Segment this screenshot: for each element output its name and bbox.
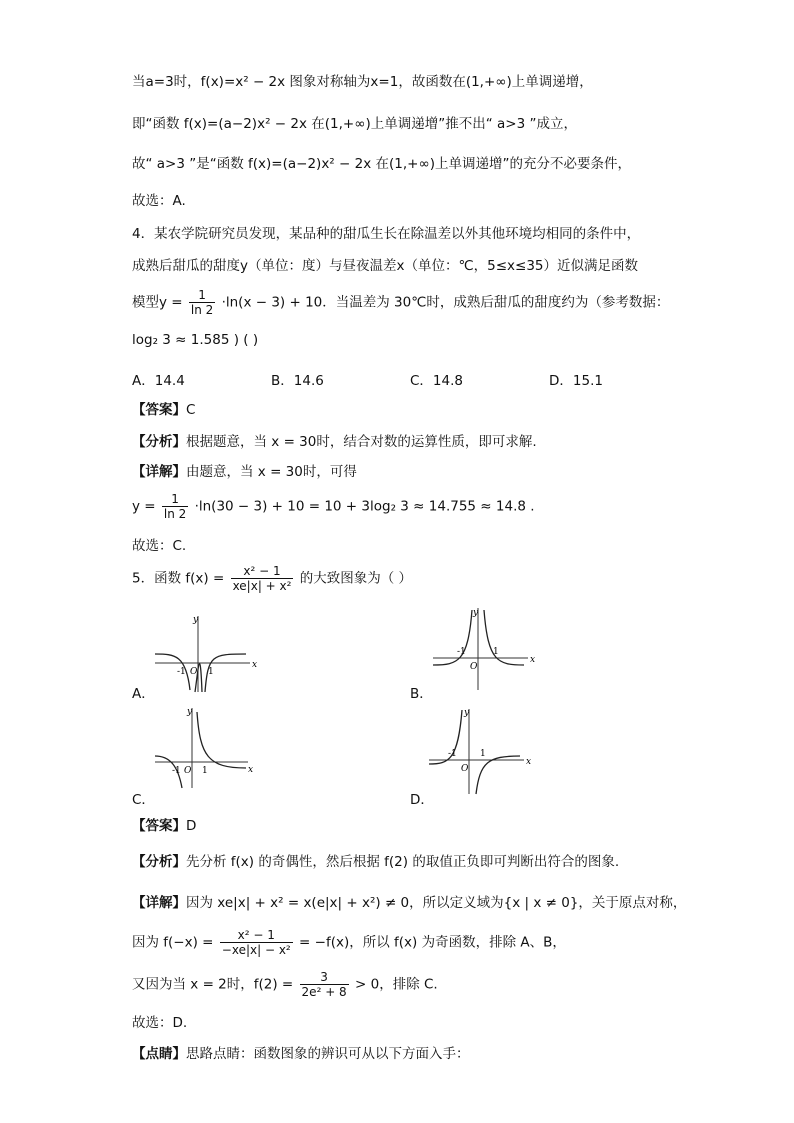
numerator: 1 (162, 492, 188, 507)
formula-prefix: 因为 f(−x) = (132, 934, 214, 951)
origin: O (461, 764, 469, 774)
option-label-d: D． (410, 792, 434, 808)
tick-1: 1 (208, 667, 214, 677)
graph-option-c (150, 706, 260, 790)
fraction (220, 928, 293, 957)
formula-suffix: > 0，排除 C. (355, 976, 438, 993)
analysis-line (132, 852, 619, 872)
tick-neg1: -1 (448, 749, 457, 759)
numerator: x² − 1 (220, 928, 293, 943)
text-line: 即“函数 f(x)=(a−2)x² − 2x 在(1,+∞)上单调递增”推不出“ a>3 ”成立， (132, 116, 577, 132)
formula-prefix: 模型y = (132, 294, 183, 311)
option-a: A．14.4 (132, 373, 185, 389)
detail-line (132, 462, 357, 482)
formula-suffix: = −f(x)，所以 f(x) 为奇函数，排除 A、B， (299, 934, 566, 951)
answer-tag: 【答案】 (132, 402, 186, 418)
detail-formula-line (132, 492, 535, 521)
detail-text: 因为 xe|x| + x² = x(e|x| + x²) ≠ 0，所以定义域为{x | x ≠ 0}，关于原点对称， (186, 895, 687, 911)
answer-value: D (186, 818, 197, 834)
text-line: 故选：D. (132, 1015, 188, 1031)
y-label: y (193, 615, 199, 625)
detail-text: 由题意，当 x = 30时，可得 (186, 464, 357, 480)
question-4-line: log₂ 3 ≈ 1.585 ) ( ) (132, 332, 259, 348)
formula-suffix: 的大致图象为（ ） (299, 570, 413, 587)
text-line: 故选：A. (132, 193, 186, 209)
numerator: x² − 1 (231, 564, 294, 579)
option-c: C．14.8 (410, 373, 463, 389)
answer-value: C (186, 402, 196, 418)
answer-line (132, 816, 196, 836)
denominator: xe|x| + x² (232, 579, 292, 593)
fraction (300, 970, 349, 999)
graph-option-b (428, 606, 538, 690)
question-4-line: 成熟后甜瓜的甜度y（单位：度）与昼夜温差x（单位：℃，5≤x≤35）近似满足函数 (132, 258, 639, 274)
option-label-c: C． (132, 792, 155, 808)
curve-left (433, 610, 472, 665)
curve-right (195, 654, 246, 692)
denominator: ln 2 (163, 507, 187, 521)
denominator: −xe|x| − x² (221, 943, 291, 957)
text-line: 故选：C. (132, 538, 187, 554)
fraction (231, 564, 294, 593)
formula-prefix: y = (132, 498, 156, 515)
x-label: x (252, 660, 258, 670)
detail-tag: 【详解】 (132, 895, 186, 911)
curve-right (484, 610, 524, 665)
denominator: ln 2 (190, 303, 214, 317)
text-line: 当a=3时，f(x)=x² − 2x 图象对称轴为x=1，故函数在(1,+∞)上单调递增， (132, 74, 593, 90)
question-5-line (132, 564, 412, 593)
numerator: 1 (189, 288, 215, 303)
option-label-a: A． (132, 686, 155, 702)
tick-neg1: -1 (457, 647, 466, 657)
formula-suffix: ·ln(x − 3) + 10．当温差为 30℃时，成熟后甜瓜的甜度约为（参考数据： (221, 294, 670, 311)
tick-neg1: -1 (177, 667, 186, 677)
analysis-text: 先分析 f(x) 的奇偶性，然后根据 f(2) 的取值正负即可判断出符合的图象. (186, 854, 620, 870)
tick-1: 1 (202, 766, 208, 776)
origin: O (184, 766, 192, 776)
curve-left (429, 710, 462, 764)
option-b: B．14.6 (271, 373, 324, 389)
x-label: x (530, 655, 536, 665)
question-4-formula-line (132, 288, 669, 317)
tick-1: 1 (480, 749, 486, 759)
tip-text: 思路点睛：函数图象的辨识可从以下方面入手： (186, 1046, 470, 1062)
fraction (189, 288, 215, 317)
graph-option-d (424, 706, 534, 796)
x-label: x (526, 757, 532, 767)
origin: O (470, 662, 478, 672)
answer-tag: 【答案】 (132, 818, 186, 834)
analysis-tag: 【分析】 (132, 434, 186, 450)
question-4-line: 4．某农学院研究员发现，某品种的甜瓜生长在除温差以外其他环境均相同的条件中， (132, 226, 641, 242)
curve-right (476, 756, 520, 794)
analysis-tag: 【分析】 (132, 854, 186, 870)
analysis-text: 根据题意，当 x = 30时，结合对数的运算性质，即可求解. (186, 434, 537, 450)
y-label: y (464, 708, 470, 718)
x-label: x (248, 765, 254, 775)
tick-neg1: -1 (172, 766, 181, 776)
formula-prefix: 5．函数 f(x) = (132, 570, 225, 587)
detail-tag: 【详解】 (132, 464, 186, 480)
text-line: 故“ a>3 ”是“函数 f(x)=(a−2)x² − 2x 在(1,+∞)上单调递增”的充分不必要条件， (132, 156, 631, 172)
answer-line (132, 400, 195, 420)
tick-1: 1 (493, 647, 499, 657)
option-label-b: B． (410, 686, 433, 702)
graph-option-a (150, 610, 260, 694)
detail-formula-line (132, 970, 438, 999)
numerator: 3 (300, 970, 349, 985)
y-label: y (187, 707, 193, 717)
origin: O (190, 667, 198, 677)
denominator: 2e² + 8 (301, 985, 347, 999)
curve-right (197, 712, 246, 768)
analysis-line (132, 432, 537, 452)
option-d: D．15.1 (549, 373, 603, 389)
detail-formula-line (132, 928, 566, 957)
tip-tag: 【点睛】 (132, 1046, 186, 1062)
y-label: y (473, 608, 479, 618)
tip-line (132, 1044, 470, 1064)
fraction (162, 492, 188, 521)
formula-suffix: ·ln(30 − 3) + 10 = 10 + 3log₂ 3 ≈ 14.755 ≈ 14.8 . (194, 498, 535, 515)
detail-line (132, 893, 686, 913)
formula-prefix: 又因为当 x = 2时，f(2) = (132, 976, 294, 993)
